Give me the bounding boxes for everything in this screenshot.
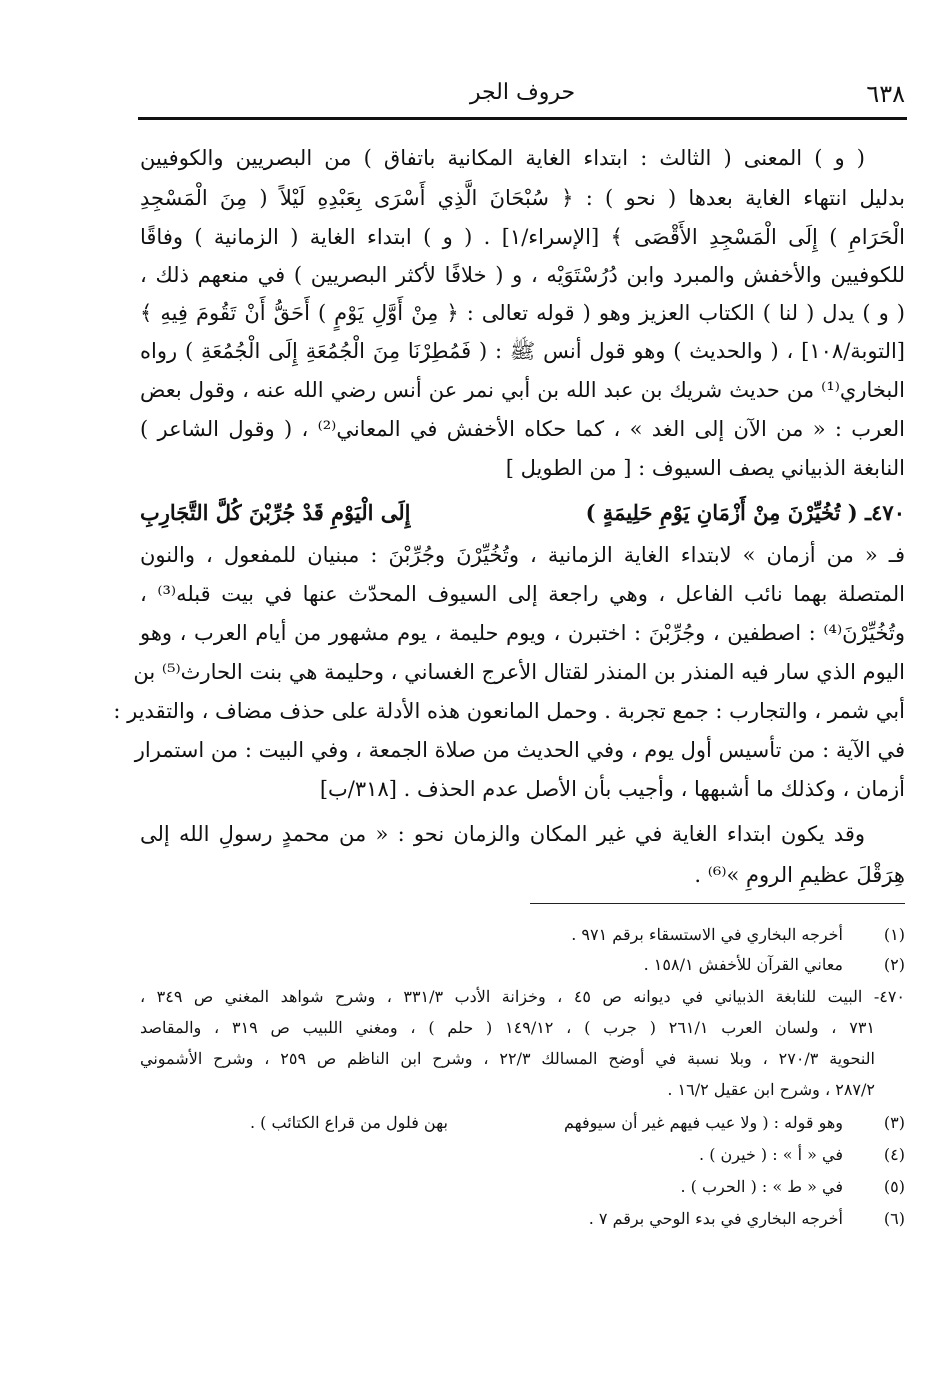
footnote-number: (٥): [883, 1177, 905, 1196]
verse-second-hemistich: إِلَى الْيَوْمِ قَدْ جُرِّبْنَ كُلَّ التَّجَارِبِ: [140, 500, 411, 525]
footnote-rule: [530, 903, 905, 904]
body-line: الْحَرَامِ ) إِلَى الْمَسْجِدِ الأَقْصَى ﴾ [الإسراء/١] . ( و ) ابتداء الغاية ( الزمانية ) وفاقًا: [140, 225, 906, 249]
body-line: هِرَقْلَ عظيمِ الرومِ »⁽⁶⁾ .: [694, 863, 905, 887]
footnote-text: أخرجه البخاري في بدء الوحي برقم ٧ .: [588, 1209, 843, 1228]
footnote-text: أخرجه البخاري في الاستسقاء برقم ٩٧١ .: [571, 925, 843, 944]
verse-note-line: ٧٣١ ، ولسان العرب ٢٦١/١ ( جرب ) ، ١٤٩/١٢ ( حلم ) ، ومغني اللبيب ص ٣١٩ ، والمقاصد: [140, 1018, 876, 1037]
running-title: حروف الجر: [469, 80, 576, 105]
footnote-number: (٤): [883, 1145, 905, 1164]
body-line: للكوفيين والأخفش والمبرد وابن دُرُسْتَوَيْه ، و ( خلافًا لأكثر البصريين ) في منعهم ذلك ،: [140, 263, 905, 287]
body-line: في الآية : من تأسيس أول يوم ، وفي الحديث من صلاة الجمعة ، وفي البيت : من استمرار: [134, 738, 905, 762]
body-line: ( و ) المعنى ( الثالث : ابتداء الغاية المكانية باتفاق ) من البصريين والكوفيين: [140, 146, 865, 170]
body-line: فـ « من أزمان » لابتداء الغاية الزمانية ، وتُخُيِّرْنَ وجُرِّبْنَ : مبنيان للمفعول ، والنون: [140, 543, 905, 567]
footnote-text-second-hemistich: بهن فلول من قراع الكتائب ) .: [250, 1113, 448, 1132]
footnote-number: (٣): [883, 1113, 905, 1132]
verse-note-line: النحوية ٢٧٠/٣ ، وبلا نسبة في أوضح المسالك ٢٢/٣ ، وشرح ابن الناظم ص ٢٥٩ ، وشرح الأشموني: [140, 1049, 876, 1068]
body-line: أزمان ، وكذلك ما أشبهها ، وأجيب بأن الأصل عدم الحذف . [٣١٨/ب]: [319, 777, 905, 801]
body-line: وقد يكون ابتداء الغاية في غير المكان والزمان نحو : « من محمدٍ رسولِ الله إلى: [140, 822, 865, 846]
footnote-text: في « أ » : ( خيرن ) .: [699, 1145, 843, 1164]
footnote-text: وهو قوله : ( ولا عيب فيهم غير أن سيوفهم: [563, 1113, 843, 1132]
body-line: [التوبة/١٠٨] ، ( والحديث ) وهو قول أنس ﷺ : ( فَمُطِرْنَا مِنَ الْجُمُعَةِ إِلَى الْجُمُعَةِ ) رواه: [140, 339, 905, 363]
body-line: البخاري⁽¹⁾ من حديث شريك بن عبد الله بن أبي نمر عن أنس رضي الله عنه ، وقول بعض: [140, 378, 905, 402]
body-line: أبي شمر ، والتجارب : جمع تجربة . وحمل المانعون هذه الأدلة على حذف مضاف ، والتقدير :: [113, 699, 905, 723]
verse-first-hemistich: ٤٧٠ـ ( تُخُيِّرْنَ مِنْ أَزْمَانِ يَوْمِ حَلِيمَةٍ ): [585, 500, 905, 525]
body-line: اليوم الذي سار فيه المنذر بن المنذر لقتال الأعرج الغساني ، وحليمة هي بنت الحارث⁽⁵⁾ بن: [133, 660, 905, 684]
body-line: ( و ) يدل ( لنا ) الكتاب العزيز وهو ( قوله تعالى : ﴿ مِنْ أَوَّلِ يَوْمٍ ) أَحَقُّ أَنْ تَقُومَ فِيهِ ﴾: [140, 301, 905, 325]
verse-note-line: ٤٧٠- البيت للنابغة الذبياني في ديوانه ص ٤٥ ، وخزانة الأدب ٣٣١/٣ ، وشرح شواهد المغني ص ٣٤٩ ،: [140, 987, 906, 1006]
body-line: المتصلة بهما نائب الفاعل ، وهي راجعة إلى السيوف المحدّث عنها في بيت قبله⁽³⁾ ،: [140, 582, 905, 606]
footnote-number: (٢): [883, 955, 905, 974]
verse-note-line: ٢٨٧/٢ ، وشرح ابن عقيل ١٦/٢ .: [667, 1080, 875, 1099]
footnote-text: في « ط » : ( الحرب ) .: [680, 1177, 843, 1196]
footnote-number: (٦): [883, 1209, 905, 1228]
page-number: ٦٣٨: [866, 80, 905, 108]
footnote-text: معاني القرآن للأخفش ١٥٨/١ .: [643, 955, 843, 974]
body-line: وتُخُيِّرْنَ⁽⁴⁾ : اصطفين ، وجُرِّبْنَ : اختبرن ، ويوم حليمة ، يوم مشهور من أيام العرب ، وهو: [140, 621, 905, 645]
header-rule: [138, 117, 907, 120]
footnote-number: (١): [883, 925, 905, 944]
body-line: العرب : « من الآن إلى الغد » ، كما حكاه الأخفش في المعاني⁽²⁾ ، ( وقول الشاعر ): [140, 417, 905, 441]
body-line: النابغة الذبياني يصف السيوف : [ من الطويل ]: [505, 456, 905, 480]
body-line: بدليل انتهاء الغاية بعدها ( نحو ) : ﴿ سُبْحَانَ الَّذِي أَسْرَى بِعَبْدِهِ لَيْلاً ( مِنَ الْمَسْجِدِ: [140, 186, 905, 210]
page-header: [140, 80, 905, 114]
